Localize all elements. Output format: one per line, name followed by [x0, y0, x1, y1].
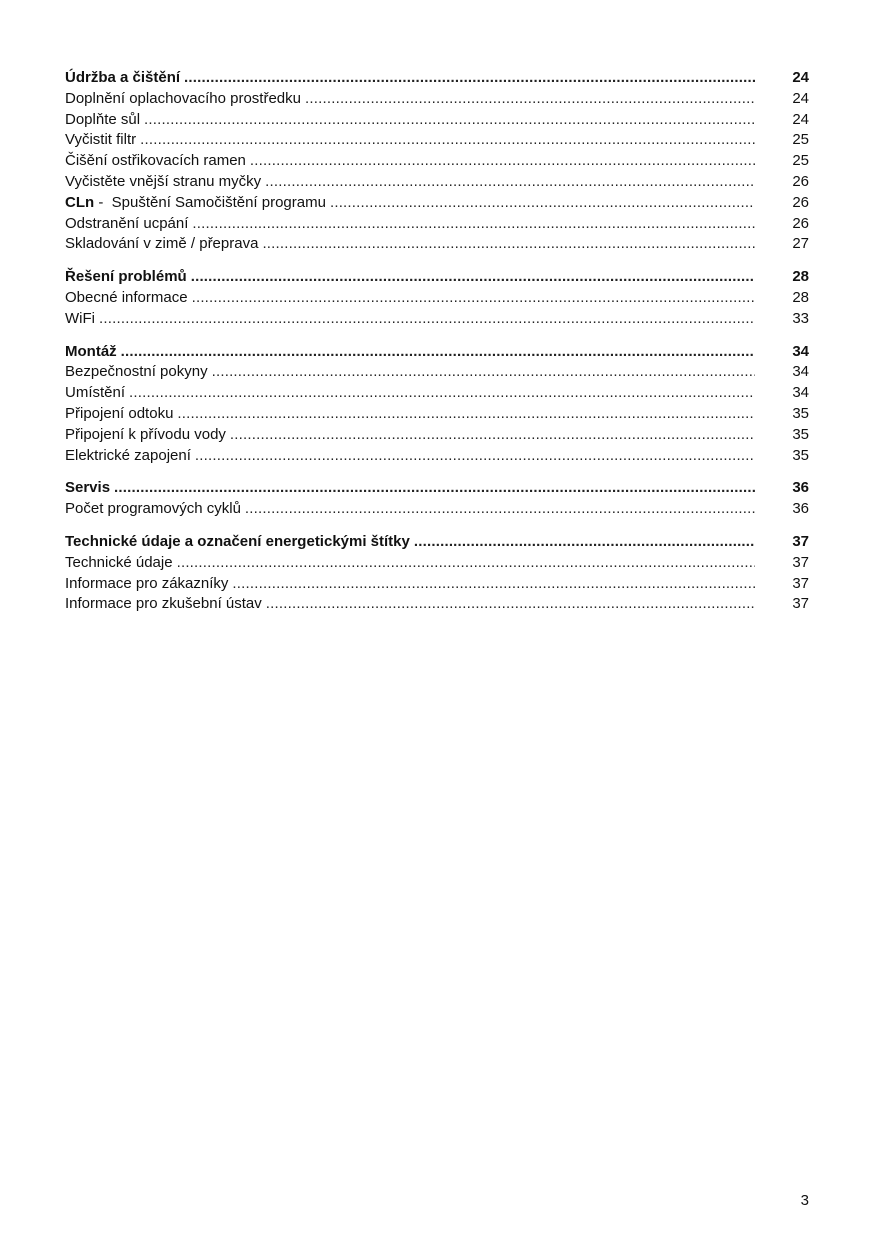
toc-entry[interactable] [65, 234, 809, 255]
toc-entry-page: 35 [792, 425, 809, 443]
toc-entry-page: 35 [792, 446, 809, 464]
toc-section-troubleshooting [65, 267, 809, 329]
toc-entry[interactable] [65, 110, 809, 131]
page-number: 3 [800, 1192, 809, 1209]
toc-section-installation [65, 342, 809, 467]
toc-entry-label: Skladování v zimě / přeprava [65, 235, 259, 253]
toc-heading-label: Montáž [65, 342, 117, 360]
dot-leader [114, 478, 755, 499]
toc-entry[interactable] [65, 288, 809, 309]
dot-leader [232, 574, 755, 595]
toc-section-maintenance [65, 68, 809, 255]
toc-heading-label: Údržba a čištění [65, 69, 181, 86]
dot-leader [230, 425, 755, 446]
toc-heading[interactable] [65, 342, 809, 363]
toc-heading[interactable] [65, 267, 809, 288]
toc-heading-label: Řešení problémů [65, 268, 187, 286]
dot-leader [414, 532, 755, 553]
toc-entry[interactable] [65, 425, 809, 446]
dot-leader [265, 172, 755, 193]
toc-section-technical-data [65, 532, 809, 615]
toc-entry-label: Umístění [65, 384, 126, 402]
toc-entry-label: WiFi [65, 309, 95, 327]
toc-entry-label: Technické údaje [65, 553, 173, 571]
dot-leader [191, 267, 755, 288]
dot-leader [245, 499, 755, 520]
toc-entry[interactable] [65, 404, 809, 425]
toc-entry-label: Bezpečnostní pokyny [65, 363, 208, 381]
toc-entry-label: Vyčistěte vnější stranu myčky [65, 172, 262, 190]
toc-heading-label: Technické údaje a označení energetickými štítky [65, 532, 410, 550]
dot-leader [99, 309, 755, 330]
toc-entry-page: 26 [792, 172, 809, 190]
toc-heading-page: 24 [792, 69, 809, 86]
toc-entry-page: 37 [792, 553, 809, 571]
dot-leader [250, 151, 755, 172]
dot-leader [212, 362, 755, 383]
toc-entry[interactable] [65, 130, 809, 151]
toc-entry-page: 27 [792, 235, 809, 253]
toc-entry-label: Připojení k přívodu vody [65, 425, 226, 443]
toc-entry-label [65, 193, 330, 214]
toc-heading[interactable] [65, 478, 809, 499]
toc-heading-page: 36 [792, 479, 809, 497]
program-code: CLn [65, 193, 95, 211]
toc-entry[interactable] [65, 89, 809, 110]
toc-entry-page: 28 [792, 288, 809, 306]
toc-heading-page: 28 [792, 268, 809, 286]
toc-entry[interactable] [65, 362, 809, 383]
dot-leader [129, 383, 755, 404]
toc-entry-label: Doplňte sůl [65, 110, 141, 128]
toc-entry-label: Odstranění ucpání [65, 214, 189, 232]
toc-entry[interactable] [65, 574, 809, 595]
toc-entry[interactable] [65, 309, 809, 330]
toc-heading[interactable] [65, 532, 809, 553]
toc-entry[interactable] [65, 446, 809, 467]
toc-entry-page: 37 [792, 574, 809, 592]
dot-leader [140, 130, 755, 151]
dot-leader [262, 234, 755, 255]
toc-entry-page: 25 [792, 131, 809, 149]
toc-entry-page: 26 [792, 193, 809, 211]
toc-heading[interactable] [65, 68, 809, 89]
toc-entry-page: 34 [792, 384, 809, 402]
toc-entry-label: Připojení odtoku [65, 404, 174, 422]
toc-entry-label: Počet programových cyklů [65, 500, 241, 518]
toc-entry-page: 37 [792, 595, 809, 613]
dot-leader [177, 404, 755, 425]
dot-leader [330, 193, 755, 214]
dot-leader [184, 68, 755, 89]
toc-entry[interactable] [65, 214, 809, 235]
toc-entry-label-text: - Spuštění Samočištění programu [94, 193, 326, 211]
toc-entry[interactable] [65, 193, 809, 214]
toc-entry[interactable] [65, 383, 809, 404]
toc-section-service [65, 478, 809, 520]
toc-entry[interactable] [65, 151, 809, 172]
toc-entry-label: Informace pro zkušební ústav [65, 595, 262, 613]
toc-entry-label: Čišění ostřikovacích ramen [65, 152, 246, 170]
toc-heading-page: 34 [792, 342, 809, 360]
toc-entry-page: 35 [792, 404, 809, 422]
toc-entry-page: 36 [792, 500, 809, 518]
toc-entry-label: Vyčistit filtr [65, 131, 137, 149]
toc-entry-label: Informace pro zákazníky [65, 574, 229, 592]
toc-entry-label: Obecné informace [65, 288, 188, 306]
toc-entry-page: 33 [792, 309, 809, 327]
toc-entry-page: 24 [792, 110, 809, 128]
toc-heading-page: 37 [792, 532, 809, 550]
toc-entry[interactable] [65, 594, 809, 615]
table-of-contents [65, 68, 809, 627]
dot-leader [305, 89, 755, 110]
toc-entry-page: 34 [792, 363, 809, 381]
toc-entry[interactable] [65, 499, 809, 520]
dot-leader [144, 110, 755, 131]
dot-leader [177, 553, 755, 574]
toc-entry-page: 25 [792, 152, 809, 170]
dot-leader [121, 342, 755, 363]
toc-heading-label: Servis [65, 479, 111, 497]
toc-entry-page: 24 [792, 89, 809, 107]
toc-entry-label: Elektrické zapojení [65, 446, 191, 464]
toc-entry[interactable] [65, 172, 809, 193]
dot-leader [192, 214, 755, 235]
toc-entry-label: Doplnění oplachovacího prostředku [65, 89, 301, 107]
toc-entry[interactable] [65, 553, 809, 574]
dot-leader [266, 594, 755, 615]
toc-entry-page: 26 [792, 214, 809, 232]
dot-leader [195, 446, 755, 467]
dot-leader [192, 288, 755, 309]
